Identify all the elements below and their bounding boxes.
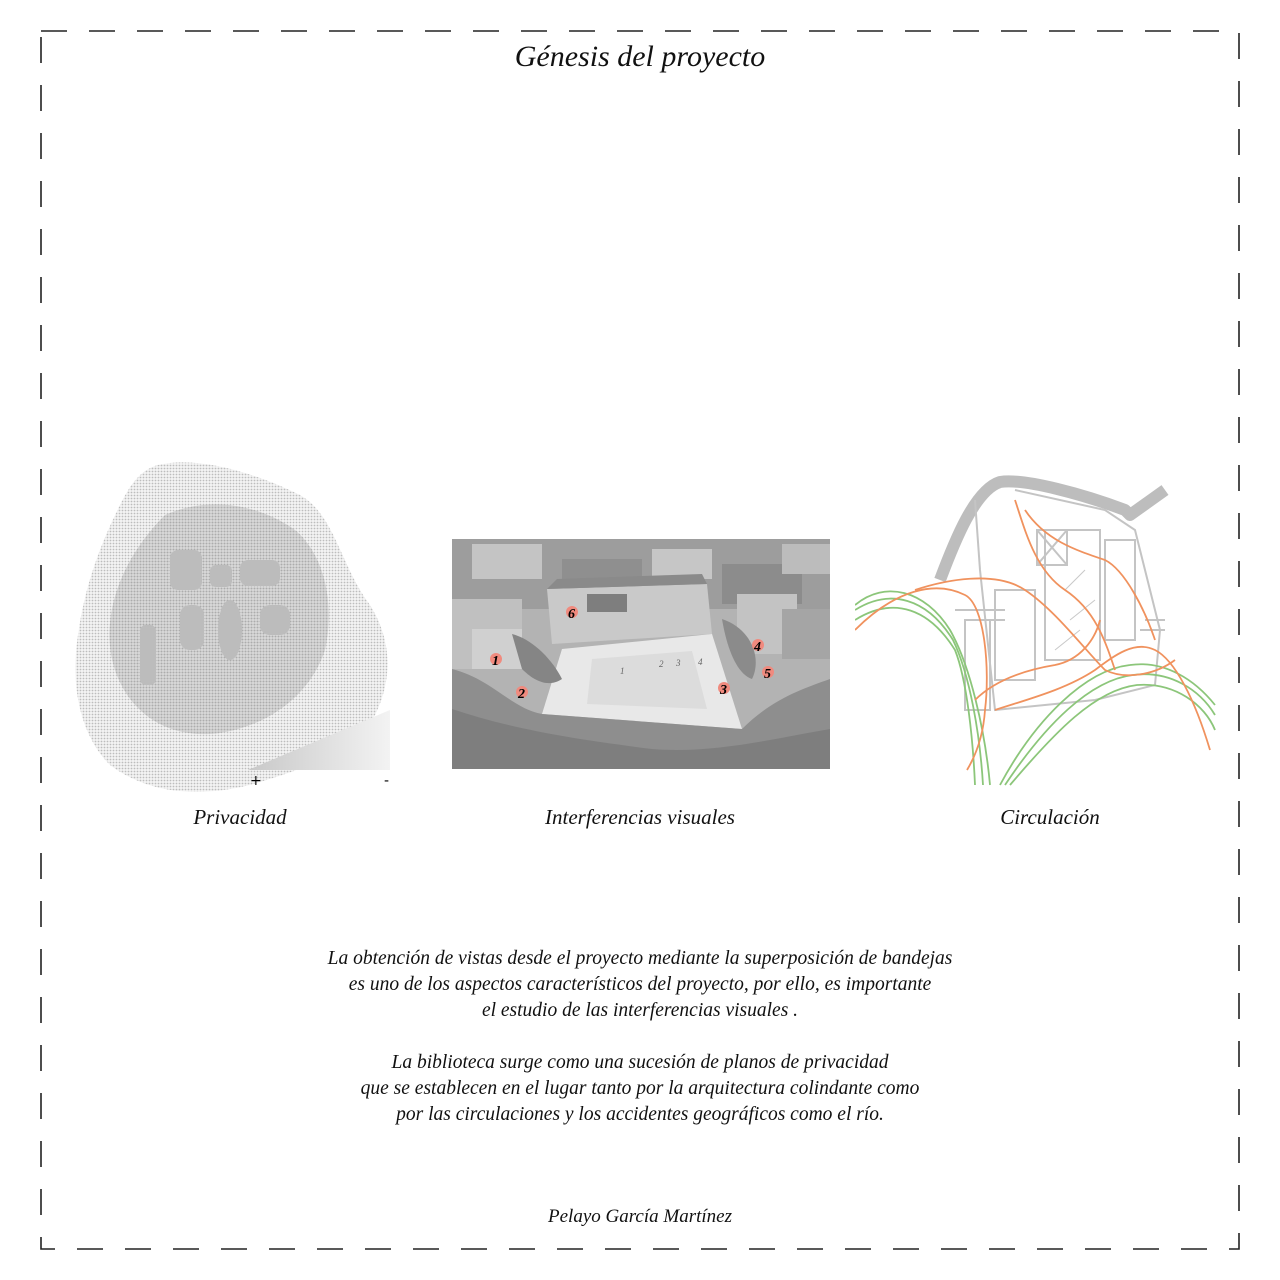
page-title: Génesis del proyecto (514, 40, 766, 73)
viewpoint-1: 1 (492, 654, 499, 669)
author-name: Pelayo García Martínez (548, 1206, 732, 1227)
description-text (240, 946, 1040, 1154)
viewpoint-2: 2 (518, 687, 525, 702)
field-number-2: 2 (659, 659, 664, 669)
paragraph-1: La obtención de vistas desde el proyecto mediante la superposición de bandejas es uno de los aspectos característicos del proyecto, por ello, es importante el estudio de las interferencias visuales . (327, 948, 953, 1021)
viewpoint-3: 3 (720, 683, 727, 698)
caption-privacidad: Privacidad (193, 805, 287, 829)
aerial-photo (452, 539, 830, 769)
privacy-diagram (70, 455, 400, 800)
paragraph-2: La biblioteca surge como una sucesión de planos de privacidad que se establecen en el lugar tanto por la arquitectura colindante como por las circulaciones y los accidentes geográficos como el río. (360, 1052, 920, 1125)
field-number-3: 3 (676, 658, 681, 668)
caption-interferencias: Interferencias visuales (545, 805, 735, 829)
field-number-1: 1 (620, 666, 625, 676)
caption-circulacion: Circulación (1000, 805, 1100, 829)
field-number-4: 4 (698, 657, 703, 667)
viewpoint-4: 4 (754, 640, 761, 655)
scale-plus: + (250, 773, 262, 789)
circulation-diagram (855, 470, 1220, 790)
viewpoint-5: 5 (764, 667, 771, 682)
viewpoint-6: 6 (568, 607, 575, 622)
scale-minus: - (384, 773, 390, 789)
